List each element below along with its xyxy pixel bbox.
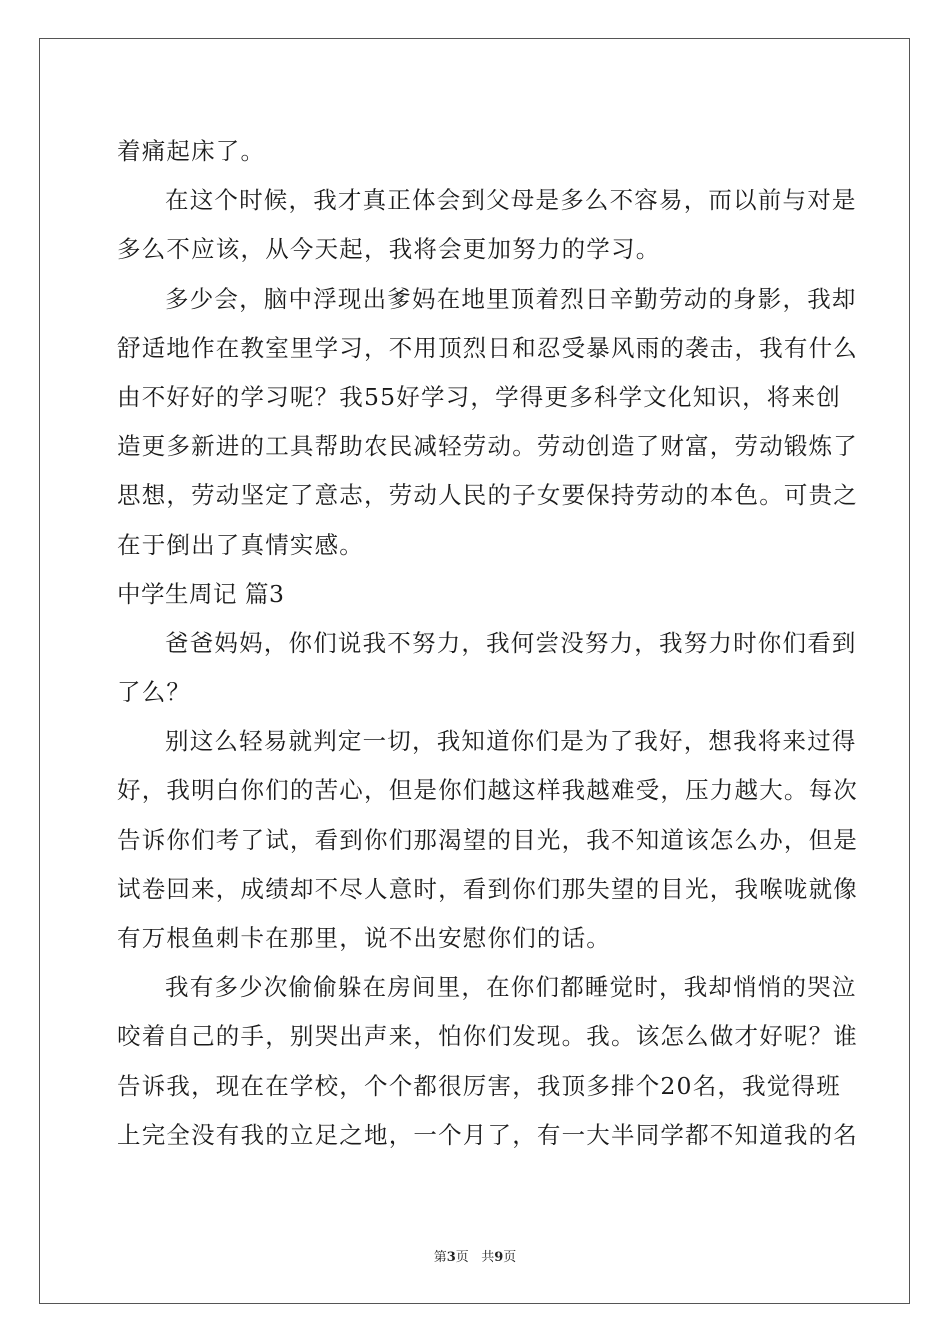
text-line: 别这么轻易就判定一切，我知道你们是为了我好，想我将来过得 — [165, 727, 857, 756]
text-line: 好，我明白你们的苦心，但是你们越这样我越难受，压力越大。每次 — [117, 776, 858, 805]
text-line: 造更多新进的工具帮助农民减轻劳动。劳动创造了财富，劳动锻炼了 — [117, 432, 858, 461]
footer-prefix: 第 — [433, 1250, 447, 1265]
text-line: 着痛起床了。 — [117, 137, 266, 165]
text-line: 在于倒出了真情实感。 — [117, 530, 364, 559]
text-line: 思想，劳动坚定了意志，劳动人民的子女要保持劳动的本色。可贵之 — [117, 481, 858, 510]
text-line: 在这个时候，我才真正体会到父母是多么不容易，而以前与对是 — [165, 186, 857, 215]
text-line: 试卷回来，成绩却不尽人意时，看到你们那失望的目光，我喉咙就像 — [117, 874, 858, 903]
footer-current-page: 3 — [446, 1250, 456, 1265]
text-line: 舒适地作在教室里学习，不用顶烈日和忍受暴风雨的袭击，我有什么 — [117, 333, 858, 362]
text-line: 爸爸妈妈，你们说我不努力，我何尝没努力，我努力时你们看到 — [165, 628, 857, 657]
footer-suffix: 页 — [503, 1250, 517, 1265]
text-line: 有万根鱼刺卡在那里，说不出安慰你们的话。 — [117, 924, 611, 952]
text-line: 我有多少次偷偷躲在房间里，在你们都睡觉时，我却悄悄的哭泣 — [165, 973, 857, 1002]
text-line: 由不好好的学习呢？我55好学习，学得更多科学文化知识，将来创 — [117, 382, 841, 411]
footer-total-pages: 9 — [494, 1250, 504, 1265]
text-line: 咬着自己的手，别哭出声来，怕你们发现。我。该怎么做才好呢？谁 — [117, 1022, 858, 1051]
text-line: 上完全没有我的立足之地，一个月了，有一大半同学都不知道我的名 — [117, 1120, 858, 1149]
document-body — [117, 127, 858, 1160]
text-line: 告诉你们考了试，看到你们那渴望的目光，我不知道该怎么办，但是 — [117, 825, 858, 854]
page-footer — [0, 1246, 950, 1265]
footer-middle: 页 共 — [455, 1250, 495, 1265]
section-heading: 中学生周记 篇3 — [117, 579, 285, 608]
text-line: 了么？ — [117, 678, 192, 707]
text-line: 多少会，脑中浮现出爹妈在地里顶着烈日辛勤劳动的身影，我却 — [165, 284, 857, 313]
text-line: 告诉我，现在在学校，个个都很厉害，我顶多排个20名，我觉得班 — [117, 1071, 841, 1100]
text-line: 多么不应该，从今天起，我将会更加努力的学习。 — [117, 235, 661, 264]
